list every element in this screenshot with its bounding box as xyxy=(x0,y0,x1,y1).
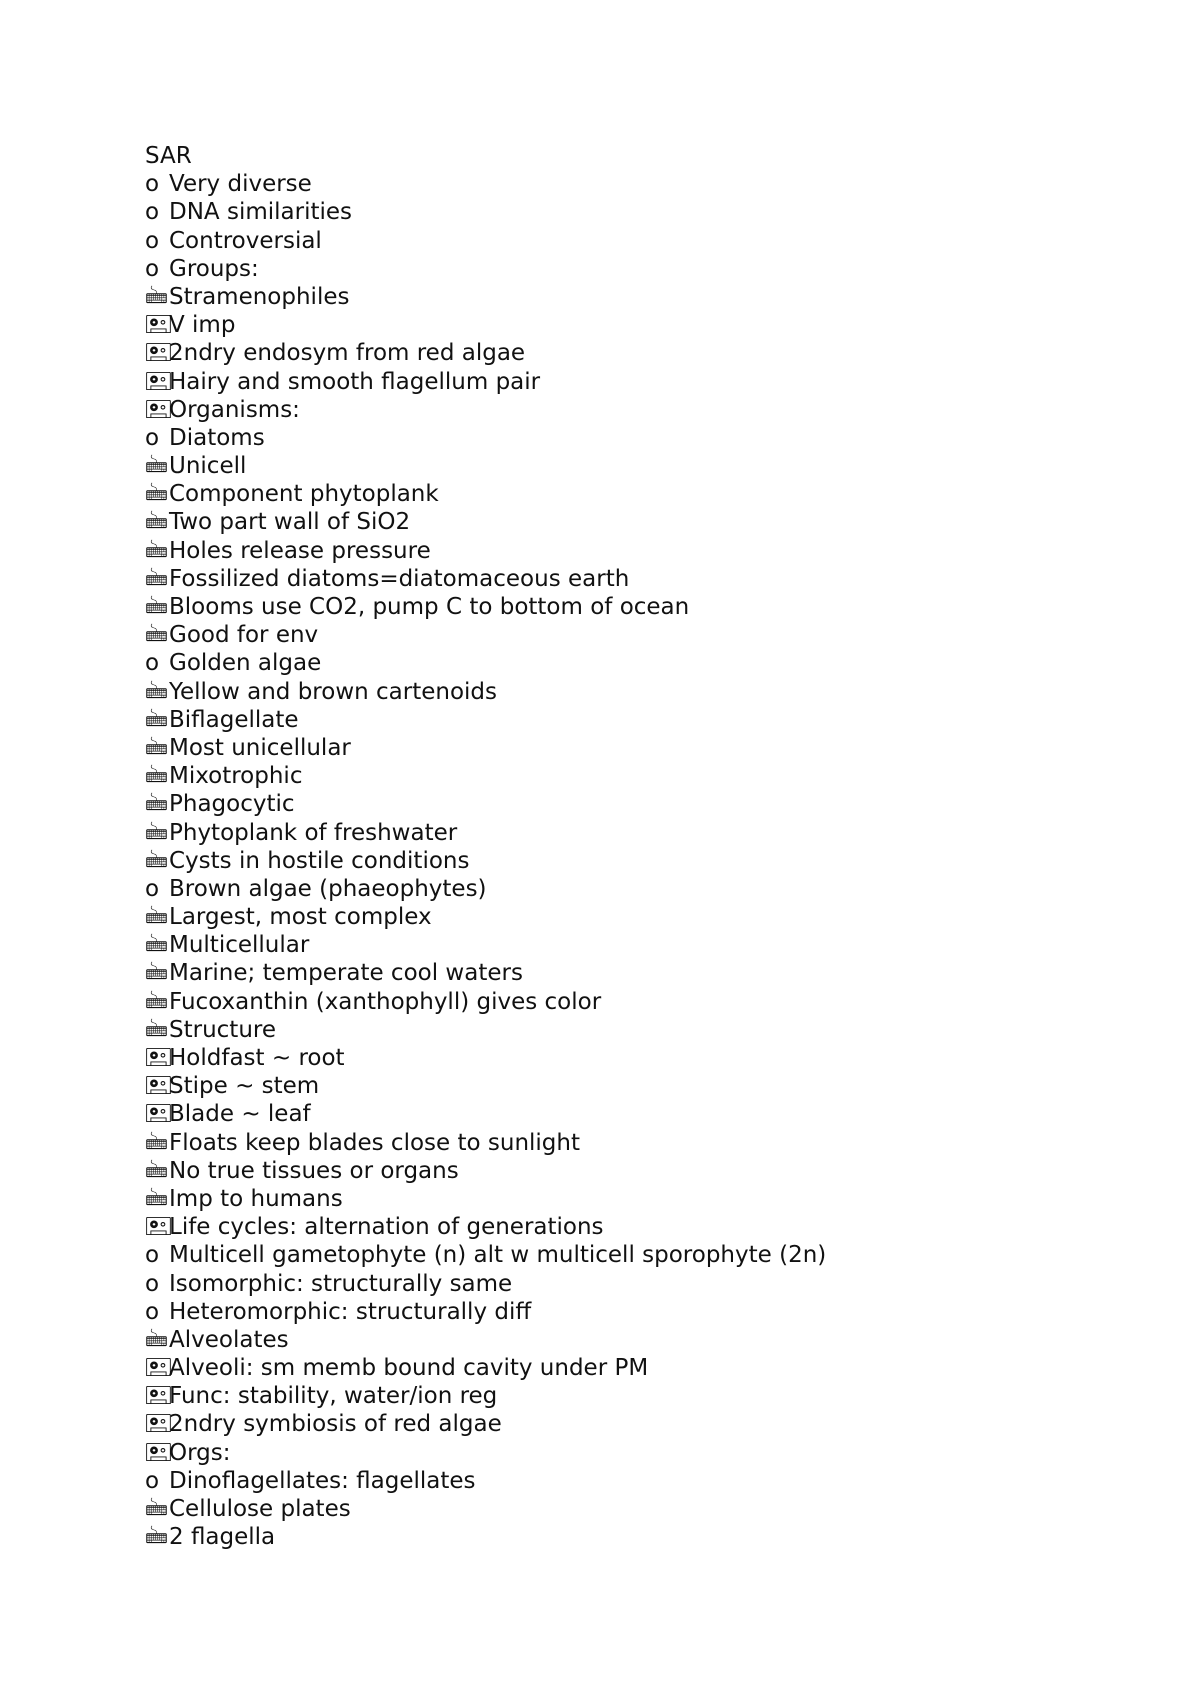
list-item-text: Holdfast ~ root xyxy=(169,1045,345,1071)
list-item-text: Phagocytic xyxy=(169,791,295,818)
list-item-text: Life cycles: alternation of generations xyxy=(169,1214,604,1241)
list-item-text: Holes release pressure xyxy=(169,537,431,564)
list-item xyxy=(145,988,1145,1016)
list-item-text: Isomorphic: structurally same xyxy=(169,1270,513,1297)
list-item-text: 2 flagella xyxy=(169,1524,276,1551)
bullet-marker-icon: 🖮 xyxy=(145,960,168,987)
list-item xyxy=(145,875,1145,903)
list-item-text: Blooms use CO2, pump C to bottom of ocean xyxy=(169,594,690,620)
list-item xyxy=(145,1326,1145,1354)
bullet-marker-icon: 🖮 xyxy=(145,904,168,931)
bullet-marker-icon: 🖭 xyxy=(145,1383,172,1410)
list-item-text: 2ndry endosym from red algae xyxy=(169,340,526,367)
list-item-text: Heteromorphic: structurally diff xyxy=(169,1298,532,1325)
list-item-text: Golden algae xyxy=(169,650,322,677)
list-item-text: Func: stability, water/ion reg xyxy=(169,1383,498,1410)
bullet-marker-icon: 🖮 xyxy=(145,565,168,592)
list-item xyxy=(145,931,1145,959)
bullet-marker-icon: 🖮 xyxy=(145,763,168,790)
bullet-marker-icon: 🖮 xyxy=(145,734,168,761)
bullet-marker-icon: 🖮 xyxy=(145,283,168,310)
list-item xyxy=(145,1467,1145,1495)
bullet-marker-icon: o xyxy=(145,171,160,198)
bullet-marker-icon: 🖭 xyxy=(145,312,172,339)
bullet-marker-icon: 🖮 xyxy=(145,1185,168,1212)
list-item-text: Alveolates xyxy=(169,1326,289,1353)
list-item-text: Structure xyxy=(169,1016,276,1043)
list-item-text: Yellow and brown cartenoids xyxy=(169,678,498,705)
bullet-marker-icon: o xyxy=(145,1242,160,1269)
list-item-text: Cysts in hostile conditions xyxy=(169,847,470,874)
list-item xyxy=(145,678,1145,706)
list-item xyxy=(145,311,1145,339)
list-item-text: Stramenophiles xyxy=(169,283,350,310)
list-item-text: Biflagellate xyxy=(169,706,299,733)
list-item xyxy=(145,198,1145,226)
bullet-marker-icon: 🖮 xyxy=(145,847,168,874)
bullet-marker-icon: 🖮 xyxy=(145,678,168,705)
list-item-text: Controversial xyxy=(169,227,322,254)
bullet-marker-icon: o xyxy=(145,1467,160,1494)
bullet-marker-icon: 🖮 xyxy=(145,1326,168,1353)
list-item xyxy=(145,283,1145,311)
list-item-text: Unicell xyxy=(169,453,247,480)
list-item-text: DNA similarities xyxy=(169,199,353,226)
list-item xyxy=(145,565,1145,593)
list-item xyxy=(145,1129,1145,1157)
list-item-text: 2ndry symbiosis of red algae xyxy=(169,1411,502,1438)
list-item-text: Two part wall of SiO2 xyxy=(169,509,411,536)
bullet-marker-icon: o xyxy=(145,1298,160,1325)
list-item-text: Stipe ~ stem xyxy=(169,1073,320,1100)
list-item xyxy=(145,1016,1145,1044)
list-item xyxy=(145,790,1145,818)
bullet-marker-icon: o xyxy=(145,424,160,451)
list-item xyxy=(145,649,1145,677)
bullet-marker-icon: 🖭 xyxy=(145,1439,172,1466)
bullet-marker-icon: 🖭 xyxy=(145,1101,172,1128)
bullet-marker-icon: 🖮 xyxy=(145,1524,168,1551)
list-item xyxy=(145,1495,1145,1523)
list-item xyxy=(145,1270,1145,1298)
list-item xyxy=(145,1072,1145,1100)
list-item-text: Multicell gametophyte (n) alt w multicell sporophyte (2n) xyxy=(169,1242,827,1269)
list-item-text: Diatoms xyxy=(169,424,265,451)
list-item xyxy=(145,847,1145,875)
list-item-text: Marine; temperate cool waters xyxy=(169,960,523,987)
list-item-text: Blade ~ leaf xyxy=(169,1101,311,1128)
list-item xyxy=(145,706,1145,734)
list-item-text: Hairy and smooth flagellum pair xyxy=(169,368,541,395)
bullet-marker-icon: 🖮 xyxy=(145,481,168,508)
bullet-marker-icon: 🖮 xyxy=(145,988,168,1015)
list-item-text: Groups: xyxy=(169,255,259,282)
list-item xyxy=(145,734,1145,762)
list-item xyxy=(145,903,1145,931)
bullet-marker-icon: 🖮 xyxy=(145,1016,168,1043)
list-item xyxy=(145,368,1145,396)
bullet-marker-icon: 🖮 xyxy=(145,791,168,818)
list-item xyxy=(145,1157,1145,1185)
bullet-marker-icon: o xyxy=(145,255,160,282)
bullet-marker-icon: 🖮 xyxy=(145,706,168,733)
bullet-marker-icon: 🖮 xyxy=(145,819,168,846)
list-item xyxy=(145,1044,1145,1072)
list-item xyxy=(145,1382,1145,1410)
list-item-text: Fucoxanthin (xanthophyll) gives color xyxy=(169,988,602,1015)
list-item-text: Brown algae (phaeophytes) xyxy=(169,875,487,902)
list-item-text: V imp xyxy=(169,312,236,339)
list-item-text: Cellulose plates xyxy=(169,1496,351,1522)
list-item-text: Largest, most complex xyxy=(169,904,432,931)
bullet-marker-icon: 🖮 xyxy=(145,1129,168,1156)
list-item xyxy=(145,170,1145,198)
bullet-marker-icon: 🖭 xyxy=(145,1214,172,1241)
list-item xyxy=(145,255,1145,283)
bullet-marker-icon: 🖮 xyxy=(145,622,168,649)
bullet-marker-icon: 🖮 xyxy=(145,509,168,536)
list-item-text: Very diverse xyxy=(169,171,312,198)
bullet-marker-icon: o xyxy=(145,875,160,902)
list-item xyxy=(145,1298,1145,1326)
bullet-marker-icon: 🖭 xyxy=(145,340,172,367)
list-item-text: Alveoli: sm memb bound cavity under PM xyxy=(169,1355,649,1382)
list-item-text: Imp to humans xyxy=(169,1185,343,1212)
list-item-text: Fossilized diatoms=diatomaceous earth xyxy=(169,565,630,592)
list-item-text: SAR xyxy=(145,143,192,169)
list-item xyxy=(145,452,1145,480)
bullet-marker-icon: o xyxy=(145,227,160,254)
bullet-marker-icon: 🖭 xyxy=(145,396,172,423)
list-item-text: Good for env xyxy=(169,622,319,649)
bullet-marker-icon: 🖮 xyxy=(145,453,168,480)
bullet-marker-icon: 🖭 xyxy=(145,1355,172,1382)
list-item xyxy=(145,480,1145,508)
list-item xyxy=(145,593,1145,621)
bullet-marker-icon: 🖮 xyxy=(145,594,168,620)
bullet-marker-icon: 🖭 xyxy=(145,1045,172,1071)
list-item xyxy=(145,227,1145,255)
list-item-text: Component phytoplank xyxy=(169,481,439,508)
bullet-marker-icon: o xyxy=(145,650,160,677)
bullet-marker-icon: 🖭 xyxy=(145,1411,172,1438)
list-item xyxy=(145,1241,1145,1269)
list-item xyxy=(145,396,1145,424)
list-item xyxy=(145,508,1145,536)
list-item xyxy=(145,762,1145,790)
bullet-marker-icon: 🖮 xyxy=(145,932,168,959)
list-item xyxy=(145,959,1145,987)
list-item xyxy=(145,1100,1145,1128)
list-item xyxy=(145,339,1145,367)
list-item-text: Organisms: xyxy=(169,396,300,423)
list-item xyxy=(145,1354,1145,1382)
list-item xyxy=(145,1185,1145,1213)
bullet-marker-icon: 🖭 xyxy=(145,1073,172,1100)
bullet-marker-icon: 🖮 xyxy=(145,1157,168,1184)
document-title xyxy=(145,142,1145,170)
bullet-marker-icon: o xyxy=(145,199,160,226)
list-item-text: Dinoflagellates: flagellates xyxy=(169,1467,476,1494)
list-item-text: Multicellular xyxy=(169,932,310,959)
bullet-marker-icon: 🖮 xyxy=(145,1496,168,1522)
notes-list xyxy=(145,142,1145,1551)
list-item xyxy=(145,1213,1145,1241)
list-item xyxy=(145,819,1145,847)
list-item-text: No true tissues or organs xyxy=(169,1157,459,1184)
list-item-text: Floats keep blades close to sunlight xyxy=(169,1129,581,1156)
list-item-text: Orgs: xyxy=(169,1439,231,1466)
list-item xyxy=(145,1410,1145,1438)
list-item xyxy=(145,424,1145,452)
list-item xyxy=(145,1523,1145,1551)
list-item xyxy=(145,621,1145,649)
bullet-marker-icon: 🖭 xyxy=(145,368,172,395)
list-item-text: Most unicellular xyxy=(169,734,351,761)
list-item xyxy=(145,1439,1145,1467)
list-item-text: Phytoplank of freshwater xyxy=(169,819,458,846)
list-item xyxy=(145,537,1145,565)
bullet-marker-icon: 🖮 xyxy=(145,537,168,564)
bullet-marker-icon: o xyxy=(145,1270,160,1297)
list-item-text: Mixotrophic xyxy=(169,763,303,790)
